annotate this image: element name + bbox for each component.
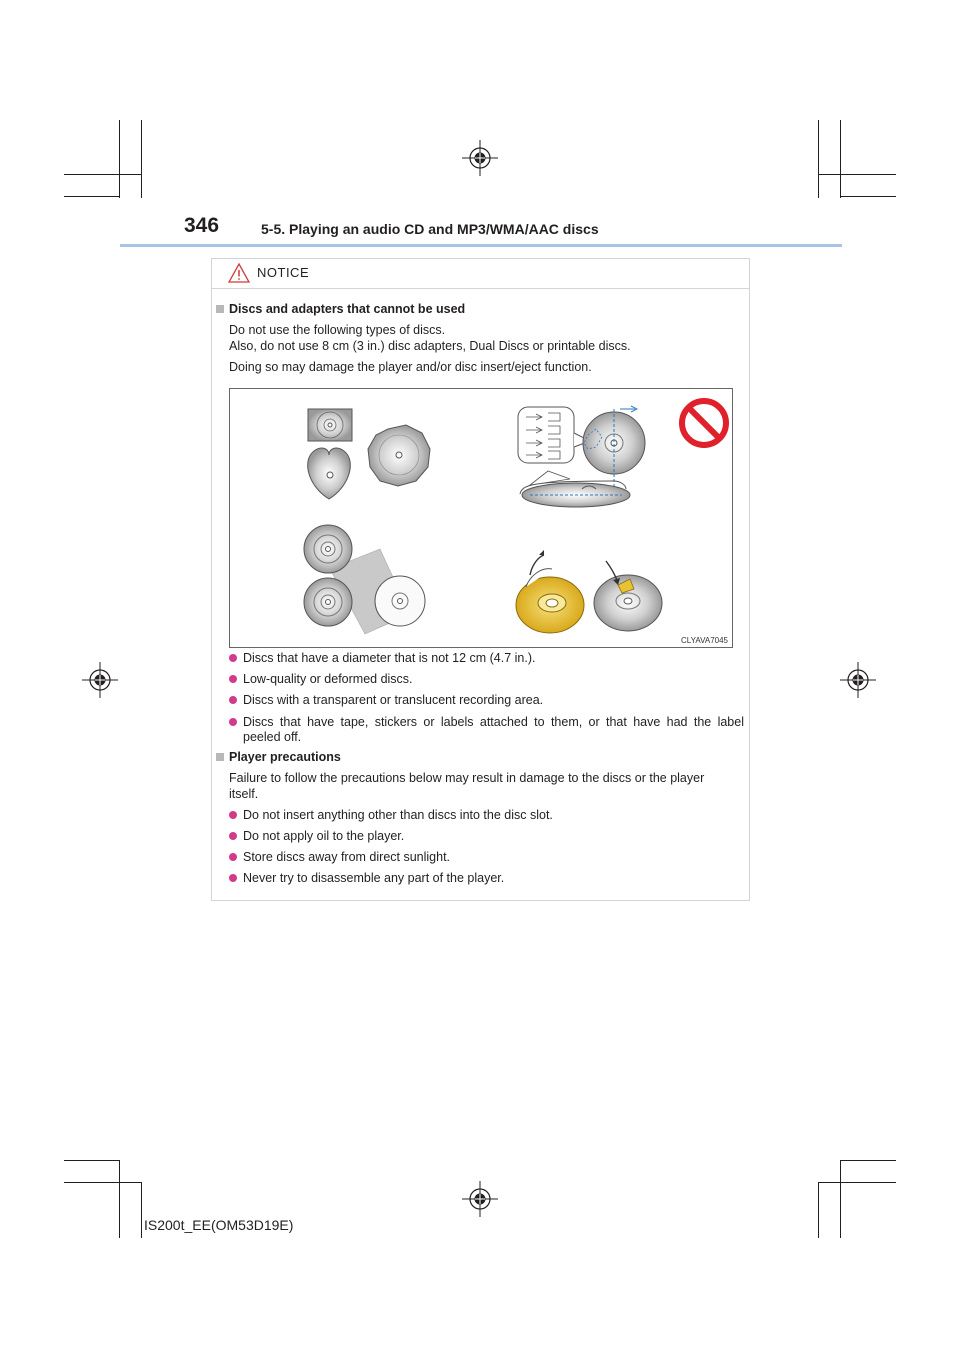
crop-mark (119, 1160, 120, 1238)
crop-mark (818, 120, 819, 198)
paragraph: itself. (229, 787, 259, 801)
section-marker (216, 305, 224, 313)
header-rule (120, 244, 842, 247)
section-marker (216, 753, 224, 761)
page-number: 346 (184, 214, 220, 237)
bullet-text: Low-quality or deformed discs. (243, 672, 413, 686)
bullet-text: Store discs away from direct sunlight. (243, 850, 451, 864)
crop-mark (141, 120, 142, 198)
bullet-text: Do not apply oil to the player. (243, 829, 405, 843)
adapter-discs (304, 525, 425, 634)
labeled-disc (516, 550, 584, 633)
deformed-disc (518, 406, 645, 507)
crop-mark (64, 174, 142, 175)
bullet-dot (229, 718, 237, 726)
notice-label: NOTICE (257, 265, 310, 280)
bullet-dot (229, 675, 237, 683)
bullet-dot (229, 654, 237, 662)
bullet-dot (229, 811, 237, 819)
crop-mark (840, 196, 896, 197)
notice-header (212, 259, 749, 289)
crop-mark (64, 1182, 142, 1183)
bullet-dot (229, 853, 237, 861)
registration-mark-icon (82, 662, 118, 698)
square-disc (308, 409, 352, 441)
crop-mark (818, 1182, 896, 1183)
sticker-disc (594, 561, 662, 631)
crop-mark (119, 120, 120, 198)
crop-mark (840, 120, 841, 198)
bullet-text: Discs that have tape, stickers or labels attached to them, or that have had the label (243, 715, 744, 729)
document-code: IS200t_EE(OM53D19E) (144, 1217, 294, 1233)
bullet-text-continued: peeled off. (243, 730, 302, 744)
bullet-text: Discs that have a diameter that is not 12 cm (4.7 in.). (243, 651, 536, 665)
bullet-text: Discs with a transparent or translucent recording area. (243, 693, 544, 707)
arrow-icon (539, 550, 544, 555)
section-heading: Player precautions (229, 750, 341, 764)
registration-mark-icon (462, 1181, 498, 1217)
octagon-disc (368, 425, 430, 486)
paragraph: Do not use the following types of discs. (229, 323, 446, 337)
paragraph: Also, do not use 8 cm (3 in.) disc adapters, Dual Discs or printable discs. (229, 339, 631, 353)
crop-mark (141, 1182, 142, 1238)
bullet-dot (229, 832, 237, 840)
warning-triangle-icon (228, 263, 250, 283)
crop-mark (818, 1182, 819, 1238)
section-heading: Discs and adapters that cannot be used (229, 302, 466, 316)
illustration-code: CLYAVA7045 (681, 636, 728, 645)
heart-disc (308, 448, 351, 499)
registration-mark-icon (840, 662, 876, 698)
prohibition-icon (682, 401, 726, 445)
crop-mark (840, 1160, 841, 1238)
crop-mark (64, 196, 120, 197)
bullet-dot (229, 696, 237, 704)
crop-mark (840, 1160, 896, 1161)
paragraph: Doing so may damage the player and/or disc insert/eject function. (229, 360, 592, 374)
bullet-text: Do not insert anything other than discs into the disc slot. (243, 808, 553, 822)
bullet-text: Never try to disassemble any part of the player. (243, 871, 505, 885)
disc-types-figure (230, 389, 732, 647)
registration-mark-icon (462, 140, 498, 176)
disc-illustration (229, 388, 733, 648)
crop-mark (64, 1160, 120, 1161)
section-title: 5-5. Playing an audio CD and MP3/WMA/AAC discs (261, 221, 599, 237)
crop-mark (818, 174, 896, 175)
bullet-dot (229, 874, 237, 882)
paragraph: Failure to follow the precautions below may result in damage to the discs or the player (229, 771, 705, 785)
